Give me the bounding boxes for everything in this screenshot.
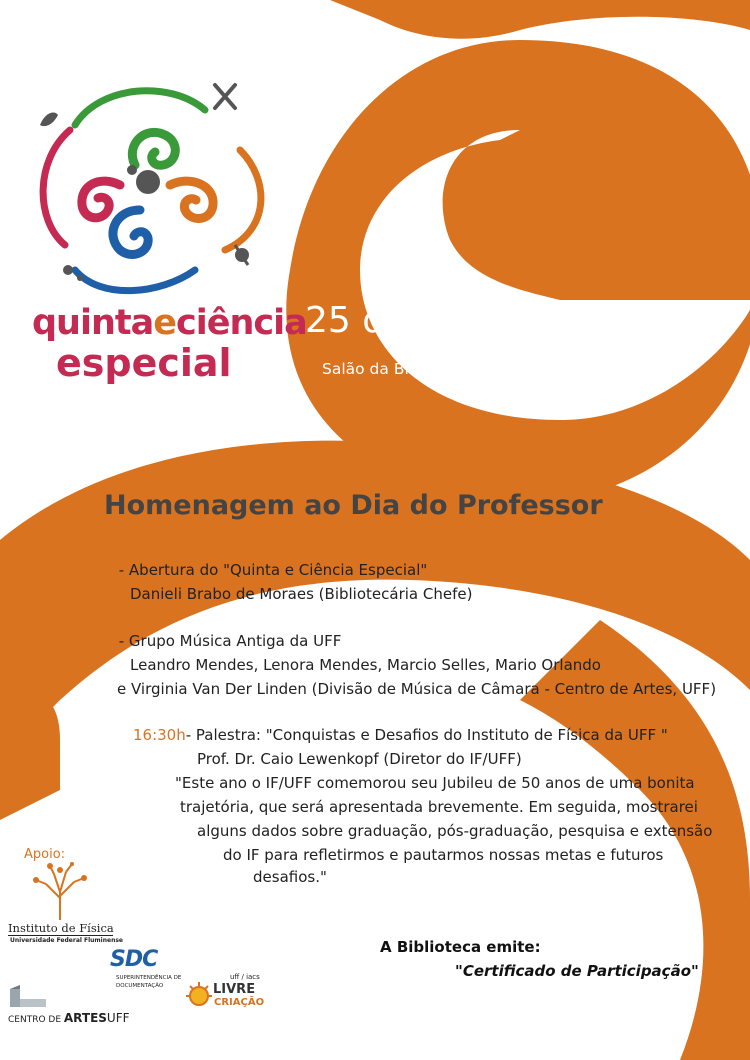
- if-logo-name: Instituto de Física: [8, 921, 114, 935]
- program-label: Programação:: [62, 534, 194, 556]
- program-item-3-time: 16:30h: [133, 726, 186, 744]
- program-item-1-title: [66, 561, 427, 579]
- program-item-1-time: 16:00h: [66, 561, 119, 579]
- quinta-ciencia-logo-icon: [20, 70, 280, 300]
- tree-icon: [28, 862, 92, 920]
- sun-icon: [184, 980, 214, 1010]
- building-icon: [8, 985, 48, 1009]
- program-item-2-title: [66, 632, 341, 650]
- logo-word-quinta: quinta: [32, 303, 154, 343]
- logo-word-especial: especial: [56, 341, 232, 385]
- centro-artes-word-1: CENTRO DE: [8, 1015, 64, 1025]
- event-date: 25 de outubro de 2018: [305, 300, 719, 341]
- program-item-3-line-3: trajetória, que será apresentada brevemente. Em seguida, mostrarei: [180, 798, 698, 816]
- centro-artes-word-2: ARTES: [63, 1011, 107, 1025]
- sdc-logo-sub-2: DOCUMENTAÇÃO: [116, 983, 164, 989]
- program-item-3-line-4: alguns dados sobre graduação, pós-graduação, pesquisa e extensão: [197, 822, 713, 840]
- program-item-2-line-2: e Virginia Van Der Linden (Divisão de Música de Câmara - Centro de Artes, UFF): [117, 680, 717, 698]
- program-item-3-line-1: Prof. Dr. Caio Lewenkopf (Diretor do IF/UFF): [197, 750, 522, 768]
- program-item-3-line-2: "Este ano o IF/UFF comemorou seu Jubileu de 50 anos de uma bonita: [175, 774, 695, 792]
- support-label: Apoio:: [24, 847, 66, 862]
- if-logo-sub: Universidade Federal Fluminense: [10, 937, 123, 944]
- page-heading: Homenagem ao Dia do Professor: [104, 490, 603, 521]
- logo-word-ciencia: ciência: [175, 303, 307, 343]
- livre-logo-word-2: CRIAÇÃO: [214, 997, 265, 1008]
- certificate-line-2: "Certificado de Participação": [455, 962, 699, 980]
- event-venue: Salão da Biblioteca Profa. Maria Teresa Thomaz: [322, 360, 689, 378]
- sdc-logo-sub-1: SUPERINTENDÊNCIA DE: [116, 975, 182, 981]
- centro-artes-logo: [8, 1011, 130, 1025]
- livre-logo-word-1: LIVRE: [213, 982, 256, 997]
- program-item-3-line-6: desafios.": [253, 868, 327, 886]
- program-item-1-line-1: Danieli Brabo de Moraes (Bibliotecária Chefe): [130, 585, 473, 603]
- program-item-3-line-5: do IF para refletirmos e pautarmos nossas metas e futuros: [223, 846, 664, 864]
- program-item-2-line-1: Leandro Mendes, Lenora Mendes, Marcio Selles, Mario Orlando: [130, 656, 601, 674]
- logo-word-e: e: [153, 303, 176, 343]
- logo-wordmark: [32, 305, 307, 341]
- program-item-2-time: 16:10h: [66, 632, 119, 650]
- program-item-1-text: - Abertura do "Quinta e Ciência Especial": [118, 561, 428, 579]
- program-item-3-title: [133, 726, 668, 744]
- program-item-2-text: - Grupo Música Antiga da UFF: [118, 632, 342, 650]
- certificate-line-1: A Biblioteca emite:: [380, 938, 541, 956]
- sdc-logo: SDC: [110, 947, 158, 972]
- program-item-3-text: - Palestra: "Conquistas e Desafios do Instituto de Física da UFF ": [185, 726, 668, 744]
- livre-logo-top: uff / iacs: [230, 973, 260, 981]
- centro-artes-word-3: UFF: [106, 1011, 130, 1025]
